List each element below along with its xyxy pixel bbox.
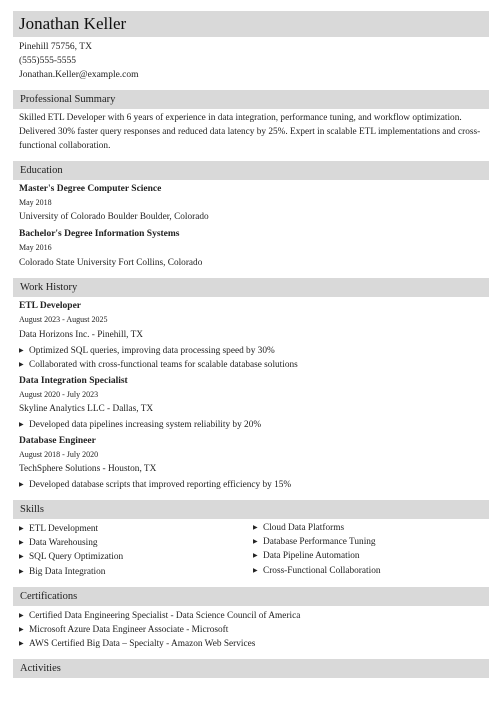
list-item: ▶ Certified Data Engineering Specialist - Data Science Council of America [19, 611, 301, 621]
job-company: Skyline Analytics LLC - Dallas, TX [19, 404, 154, 414]
job-company: Data Horizons Inc. - Pinehill, TX [19, 330, 144, 340]
triangle-bullet-icon: ▶ [19, 482, 24, 488]
candidate-name: Jonathan Keller [13, 11, 489, 37]
section-header-skills: Skills [13, 500, 489, 519]
triangle-bullet-icon: ▶ [19, 348, 24, 354]
job-title: Database Engineer [19, 436, 96, 446]
list-item: ▶ Database Performance Tuning [253, 537, 376, 547]
list-item: ▶ Data Warehousing [19, 538, 98, 548]
contact-email[interactable]: Jonathan.Keller@example.com [19, 70, 139, 80]
triangle-bullet-icon: ▶ [19, 422, 24, 428]
list-item: ▶ Big Data Integration [19, 567, 106, 577]
list-item: ▶ Developed database scripts that improved reporting efficiency by 15% [19, 480, 292, 490]
education-degree: Master's Degree Computer Science [19, 184, 162, 194]
triangle-bullet-icon: ▶ [19, 641, 24, 647]
contact-phone: (555)555-5555 [19, 56, 76, 66]
list-item: ▶ Collaborated with cross-functional teams for scalable database solutions [19, 360, 298, 370]
job-dates: August 2023 - August 2025 [19, 315, 108, 324]
list-item: ▶ Cloud Data Platforms [253, 523, 345, 533]
education-school: Colorado State University Fort Collins, Colorado [19, 258, 203, 268]
triangle-bullet-icon: ▶ [19, 627, 24, 633]
triangle-bullet-icon: ▶ [19, 613, 24, 619]
triangle-bullet-icon: ▶ [253, 553, 258, 559]
triangle-bullet-icon: ▶ [253, 568, 258, 574]
education-date: May 2018 [19, 198, 52, 207]
triangle-bullet-icon: ▶ [253, 525, 258, 531]
list-item: ▶ Developed data pipelines increasing system reliability by 20% [19, 420, 262, 430]
list-item: ▶ Cross-Functional Collaboration [253, 566, 381, 576]
education-date: May 2016 [19, 243, 52, 252]
triangle-bullet-icon: ▶ [19, 569, 24, 575]
triangle-bullet-icon: ▶ [19, 540, 24, 546]
list-item: ▶ Optimized SQL queries, improving data processing speed by 30% [19, 346, 275, 356]
job-dates: August 2020 - July 2023 [19, 390, 99, 399]
education-degree: Bachelor's Degree Information Systems [19, 229, 180, 239]
triangle-bullet-icon: ▶ [19, 554, 24, 560]
list-item: ▶ ETL Development [19, 524, 99, 534]
job-title: ETL Developer [19, 301, 82, 311]
section-header-activities: Activities [13, 659, 489, 678]
list-item: ▶ AWS Certified Big Data – Specialty - Amazon Web Services [19, 639, 256, 649]
section-header-certifications: Certifications [13, 587, 489, 606]
job-title: Data Integration Specialist [19, 376, 128, 386]
triangle-bullet-icon: ▶ [19, 362, 24, 368]
section-header-education: Education [13, 161, 489, 180]
list-item: ▶ Microsoft Azure Data Engineer Associate - Microsoft [19, 625, 229, 635]
education-school: University of Colorado Boulder Boulder, Colorado [19, 212, 209, 222]
triangle-bullet-icon: ▶ [253, 539, 258, 545]
contact-address: Pinehill 75756, TX [19, 42, 92, 52]
job-company: TechSphere Solutions - Houston, TX [19, 464, 157, 474]
job-dates: August 2018 - July 2020 [19, 450, 99, 459]
list-item: ▶ SQL Query Optimization [19, 552, 124, 562]
summary-text: Skilled ETL Developer with 6 years of experience in data integration, performance tuning, and workflow optimization. Delivered 30% faster query responses and reduced data latency by 25%. Expert in scalable ETL implementations and cross-functional collaboration. [19, 113, 481, 151]
triangle-bullet-icon: ▶ [19, 526, 24, 532]
section-header-summary: Professional Summary [13, 90, 489, 109]
list-item: ▶ Data Pipeline Automation [253, 551, 360, 561]
section-header-work: Work History [13, 278, 489, 297]
